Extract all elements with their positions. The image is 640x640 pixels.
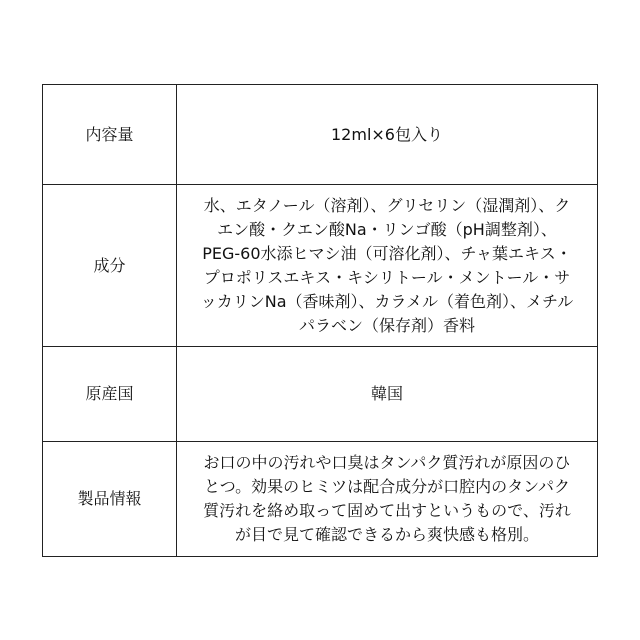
origin-label: 原産国 xyxy=(43,347,177,442)
product-info-line: とつ。効果のヒミツは配合成分が口腔内のタンパク xyxy=(204,477,570,496)
product-spec-table xyxy=(42,84,598,557)
contents-label: 内容量 xyxy=(43,85,177,185)
origin-value-line: 韓国 xyxy=(370,384,403,403)
ingredients-line: ッカリンNa（香味剤）、カラメル（着色剤）、メチル xyxy=(200,291,574,311)
table-row-product-info xyxy=(43,442,598,557)
contents-value-line: 12ml×6包入り xyxy=(331,124,443,144)
ingredients-value xyxy=(177,185,598,347)
ingredients-line: プロポリスエキス・キシリトール・メントール・サ xyxy=(203,267,571,287)
product-info-label: 製品情報 xyxy=(43,442,177,557)
ingredients-label: 成分 xyxy=(43,185,177,347)
product-info-line: お口の中の汚れや口臭はタンパク質汚れが原因のひ xyxy=(203,453,571,472)
product-info-line: が目で見て確認できるから爽快感も格別。 xyxy=(234,525,539,544)
contents-value xyxy=(177,85,598,185)
product-info-value xyxy=(177,442,598,557)
ingredients-line: パラベン（保存剤）香料 xyxy=(298,315,475,335)
product-info-line: 質汚れを絡め取って固めて出すというもので、汚れ xyxy=(203,501,571,520)
table-row-ingredients xyxy=(43,185,598,347)
table-row-origin xyxy=(43,347,598,442)
ingredients-line: PEG-60水添ヒマシ油（可溶化剤）、チャ葉エキス・ xyxy=(202,243,572,263)
origin-value xyxy=(177,347,598,442)
ingredients-line: 水、エタノール（溶剤）、グリセリン（湿潤剤）、ク xyxy=(203,195,571,215)
table-row-contents xyxy=(43,85,598,185)
ingredients-line: エン酸・クエン酸Na・リンゴ酸（pH調整剤）、 xyxy=(217,219,557,239)
